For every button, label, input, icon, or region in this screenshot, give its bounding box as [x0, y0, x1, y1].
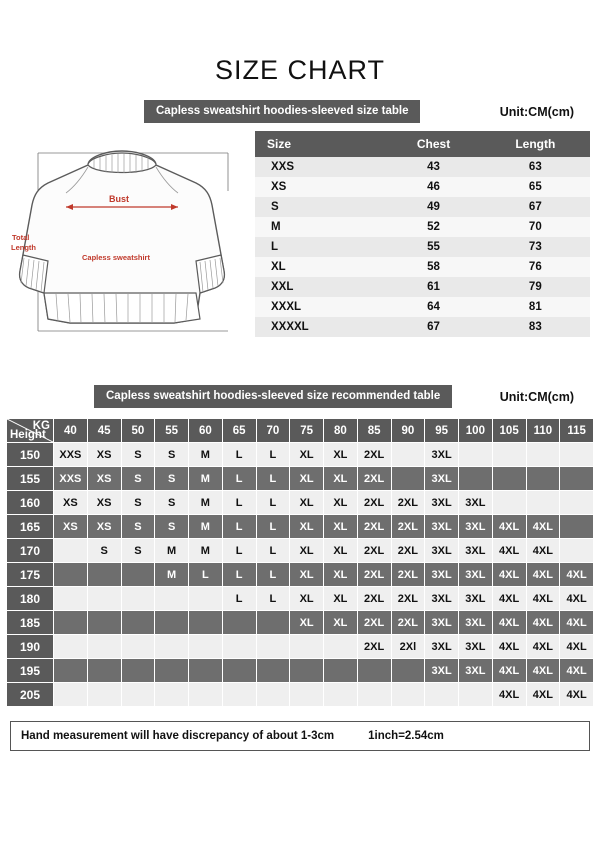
height-cell: 205 [7, 683, 54, 707]
size-cell: S [121, 515, 155, 539]
size-cell: XL [290, 587, 324, 611]
size-cell: 2XL [357, 611, 391, 635]
weight-col-header: 65 [222, 419, 256, 443]
size-cell [324, 683, 358, 707]
size-cell [222, 611, 256, 635]
size-cell [121, 563, 155, 587]
size-cell: 4XL [526, 659, 560, 683]
cell-size: XL [255, 257, 386, 277]
size-table-header-chest: Chest [386, 131, 480, 157]
size-cell: 3XL [459, 635, 493, 659]
size-cell [290, 683, 324, 707]
size-cell: 3XL [425, 611, 459, 635]
size-cell: 2Xl [391, 635, 425, 659]
page-title: SIZE CHART [214, 55, 386, 85]
size-cell [189, 587, 223, 611]
size-cell: XL [290, 443, 324, 467]
size-cell [87, 587, 121, 611]
weight-col-header: 100 [459, 419, 493, 443]
size-cell [155, 635, 189, 659]
size-cell: 4XL [492, 659, 526, 683]
measurement-note-box [10, 721, 590, 751]
size-cell [324, 635, 358, 659]
size-cell: 4XL [492, 683, 526, 707]
weight-col-header: 80 [324, 419, 358, 443]
size-cell: XL [290, 491, 324, 515]
size-cell: L [256, 443, 290, 467]
cell-size: M [255, 217, 386, 237]
table-row [255, 277, 590, 297]
size-cell: XS [87, 467, 121, 491]
cell-chest: 61 [386, 277, 480, 297]
size-cell [189, 611, 223, 635]
size-cell [87, 611, 121, 635]
cell-chest: 64 [386, 297, 480, 317]
weight-col-header: 90 [391, 419, 425, 443]
size-cell: XXS [54, 443, 88, 467]
cell-chest: 58 [386, 257, 480, 277]
size-cell: 4XL [560, 659, 594, 683]
total-length-label-line2: Length [11, 243, 36, 252]
size-cell: 3XL [459, 491, 493, 515]
table-row [7, 683, 594, 707]
height-cell: 160 [7, 491, 54, 515]
size-cell: S [87, 539, 121, 563]
size-cell [459, 467, 493, 491]
weight-col-header: 40 [54, 419, 88, 443]
size-cell [54, 587, 88, 611]
table-row [255, 317, 590, 337]
recommended-size-table [6, 418, 594, 707]
cell-chest: 43 [386, 157, 480, 177]
size-cell [526, 467, 560, 491]
size-cell: 4XL [492, 587, 526, 611]
weight-col-header: 105 [492, 419, 526, 443]
size-cell: 2XL [391, 539, 425, 563]
size-cell: S [155, 491, 189, 515]
axis-corner-cell [7, 419, 54, 443]
size-cell: 3XL [459, 515, 493, 539]
cell-size: XXXL [255, 297, 386, 317]
size-cell [391, 659, 425, 683]
size-cell: 4XL [526, 563, 560, 587]
size-cell: 3XL [425, 491, 459, 515]
size-cell: 3XL [425, 539, 459, 563]
table-row [7, 443, 594, 467]
weight-col-header: 60 [189, 419, 223, 443]
size-cell: XXS [54, 467, 88, 491]
table-row [7, 539, 594, 563]
cell-chest: 52 [386, 217, 480, 237]
weight-col-header: 75 [290, 419, 324, 443]
table-row [7, 659, 594, 683]
size-cell [425, 683, 459, 707]
cell-size: XXXXL [255, 317, 386, 337]
size-cell [492, 467, 526, 491]
weight-col-header: 70 [256, 419, 290, 443]
size-cell: XS [54, 515, 88, 539]
size-cell [222, 635, 256, 659]
size-cell [357, 683, 391, 707]
size-cell: XS [87, 443, 121, 467]
cell-chest: 55 [386, 237, 480, 257]
size-cell: 3XL [459, 659, 493, 683]
size-cell: S [155, 515, 189, 539]
size-cell [155, 587, 189, 611]
cell-size: L [255, 237, 386, 257]
size-cell [391, 683, 425, 707]
table-row [7, 587, 594, 611]
size-cell: XS [54, 491, 88, 515]
size-cell: XL [324, 515, 358, 539]
size-cell [324, 659, 358, 683]
size-cell: L [256, 515, 290, 539]
size-cell: 3XL [425, 467, 459, 491]
size-cell [54, 563, 88, 587]
cell-chest: 49 [386, 197, 480, 217]
size-cell: L [256, 491, 290, 515]
cell-length: 73 [481, 237, 590, 257]
weight-col-header: 45 [87, 419, 121, 443]
size-cell: 2XL [357, 491, 391, 515]
size-cell: 4XL [492, 635, 526, 659]
height-cell: 170 [7, 539, 54, 563]
height-cell: 150 [7, 443, 54, 467]
size-cell: 2XL [357, 467, 391, 491]
size-cell: 2XL [357, 515, 391, 539]
size-cell [357, 659, 391, 683]
size-cell: L [222, 443, 256, 467]
size-table-body [255, 157, 590, 337]
size-cell: 4XL [526, 635, 560, 659]
size-cell: XL [324, 611, 358, 635]
size-cell: 4XL [560, 635, 594, 659]
size-cell [560, 539, 594, 563]
size-cell: 2XL [391, 491, 425, 515]
size-cell: 4XL [492, 515, 526, 539]
cell-size: XXL [255, 277, 386, 297]
size-cell: 2XL [357, 539, 391, 563]
table-row [7, 467, 594, 491]
table-row [7, 491, 594, 515]
size-measurement-table [255, 131, 590, 337]
size-cell: 3XL [425, 587, 459, 611]
height-cell: 190 [7, 635, 54, 659]
size-cell: 3XL [425, 659, 459, 683]
size-cell: 2XL [391, 611, 425, 635]
size-cell: S [121, 443, 155, 467]
table-row [7, 611, 594, 635]
size-cell: S [121, 491, 155, 515]
size-cell [121, 635, 155, 659]
size-cell: L [222, 515, 256, 539]
table-row [7, 515, 594, 539]
table-row [255, 217, 590, 237]
size-cell [54, 635, 88, 659]
size-cell: L [222, 563, 256, 587]
size-cell: L [256, 563, 290, 587]
size-cell: 4XL [526, 539, 560, 563]
size-cell: 4XL [560, 587, 594, 611]
size-cell: L [222, 467, 256, 491]
top-unit-label: Unit:CM(cm) [499, 104, 574, 119]
size-table-header-length: Length [481, 131, 590, 157]
size-cell: M [189, 515, 223, 539]
size-cell: L [222, 587, 256, 611]
size-table-header-row [255, 131, 590, 157]
table-row [255, 237, 590, 257]
weight-col-header: 115 [560, 419, 594, 443]
cell-length: 65 [481, 177, 590, 197]
size-cell: XL [324, 491, 358, 515]
size-cell [189, 635, 223, 659]
size-cell: XS [87, 491, 121, 515]
table-row [255, 197, 590, 217]
size-cell: 2XL [357, 563, 391, 587]
size-cell: M [189, 467, 223, 491]
measurement-note-text: Hand measurement will have discrepancy of about 1-3cm [21, 730, 335, 742]
size-cell [54, 611, 88, 635]
cell-length: 63 [481, 157, 590, 177]
cell-length: 70 [481, 217, 590, 237]
size-cell: 4XL [526, 515, 560, 539]
size-cell: 2XL [357, 635, 391, 659]
size-cell: M [155, 563, 189, 587]
size-cell: 4XL [492, 539, 526, 563]
height-cell: 195 [7, 659, 54, 683]
size-cell: XL [324, 443, 358, 467]
inch-conversion-text: 1inch=2.54cm [368, 730, 444, 742]
size-cell: 3XL [459, 563, 493, 587]
size-cell: 3XL [425, 515, 459, 539]
size-cell: S [121, 539, 155, 563]
size-cell: XL [290, 515, 324, 539]
size-cell: XL [324, 563, 358, 587]
table-row [7, 635, 594, 659]
size-cell: 2XL [391, 587, 425, 611]
size-cell: 4XL [560, 611, 594, 635]
size-cell [121, 587, 155, 611]
size-cell [189, 659, 223, 683]
size-cell: 2XL [357, 443, 391, 467]
size-cell [526, 443, 560, 467]
cell-length: 81 [481, 297, 590, 317]
sweatshirt-diagram [10, 131, 250, 371]
weight-col-header: 55 [155, 419, 189, 443]
height-cell: 185 [7, 611, 54, 635]
size-cell: 2XL [357, 587, 391, 611]
size-cell [256, 635, 290, 659]
size-cell: L [256, 467, 290, 491]
size-cell: XL [324, 539, 358, 563]
size-cell [256, 683, 290, 707]
table-row [7, 563, 594, 587]
garment-name-label: Capless sweatshirt [82, 253, 150, 262]
size-cell [391, 467, 425, 491]
size-cell: L [222, 491, 256, 515]
size-cell: XL [290, 563, 324, 587]
size-cell [155, 683, 189, 707]
size-cell [459, 683, 493, 707]
size-cell [121, 683, 155, 707]
height-cell: 175 [7, 563, 54, 587]
bust-label: Bust [109, 194, 129, 204]
weight-col-header: 85 [357, 419, 391, 443]
size-cell [560, 467, 594, 491]
size-cell: 2XL [391, 563, 425, 587]
size-cell: XL [290, 467, 324, 491]
size-table-header-size: Size [255, 131, 386, 157]
size-cell: S [121, 467, 155, 491]
size-cell [526, 491, 560, 515]
cell-size: S [255, 197, 386, 217]
size-cell: L [222, 539, 256, 563]
size-cell: XL [324, 587, 358, 611]
size-cell [290, 635, 324, 659]
size-cell: 3XL [425, 563, 459, 587]
recommended-size-grid-wrap [0, 418, 600, 707]
size-cell [492, 443, 526, 467]
size-cell [87, 563, 121, 587]
recommended-table-body [7, 443, 594, 707]
total-length-label-line1: Total [12, 233, 30, 242]
cell-chest: 46 [386, 177, 480, 197]
size-cell [560, 443, 594, 467]
size-cell [54, 683, 88, 707]
table-row [255, 257, 590, 277]
table-row [255, 297, 590, 317]
size-cell: L [256, 539, 290, 563]
size-cell: L [256, 587, 290, 611]
cell-size: XS [255, 177, 386, 197]
size-cell: 3XL [425, 443, 459, 467]
size-cell [492, 491, 526, 515]
weight-col-header: 95 [425, 419, 459, 443]
size-cell: 3XL [425, 635, 459, 659]
size-cell [560, 515, 594, 539]
size-cell: M [189, 539, 223, 563]
cell-length: 83 [481, 317, 590, 337]
size-cell: 3XL [459, 611, 493, 635]
size-cell [87, 635, 121, 659]
size-cell [560, 491, 594, 515]
size-cell: L [189, 563, 223, 587]
weight-col-header: 50 [121, 419, 155, 443]
size-cell [87, 683, 121, 707]
height-cell: 165 [7, 515, 54, 539]
size-cell: XL [324, 467, 358, 491]
size-cell [391, 443, 425, 467]
size-cell [222, 659, 256, 683]
size-cell [155, 659, 189, 683]
size-cell: 4XL [492, 611, 526, 635]
top-banner-label: Capless sweatshirt hoodies-sleeved size table [144, 100, 420, 123]
table-row [255, 157, 590, 177]
recommended-header-row [7, 419, 594, 443]
table-row [255, 177, 590, 197]
cell-length: 67 [481, 197, 590, 217]
weight-col-header: 110 [526, 419, 560, 443]
size-cell: 4XL [492, 563, 526, 587]
size-cell: XS [87, 515, 121, 539]
size-cell [54, 539, 88, 563]
size-cell: 2XL [391, 515, 425, 539]
size-cell: M [155, 539, 189, 563]
size-cell [256, 611, 290, 635]
size-cell: M [189, 443, 223, 467]
height-cell: 180 [7, 587, 54, 611]
sweatshirt-illustration-svg [10, 131, 250, 371]
size-cell [290, 659, 324, 683]
size-cell [155, 611, 189, 635]
size-cell: 4XL [560, 563, 594, 587]
bottom-unit-label: Unit:CM(cm) [499, 389, 574, 404]
size-cell: 4XL [560, 683, 594, 707]
size-cell: S [155, 443, 189, 467]
cell-size: XXS [255, 157, 386, 177]
bottom-banner-label: Capless sweatshirt hoodies-sleeved size recommended table [94, 385, 452, 408]
size-cell [54, 659, 88, 683]
top-banner-row [0, 100, 600, 123]
size-cell [121, 611, 155, 635]
size-cell [87, 659, 121, 683]
size-cell: 4XL [526, 683, 560, 707]
size-cell [121, 659, 155, 683]
top-section [0, 131, 600, 371]
size-cell [222, 683, 256, 707]
size-cell: S [155, 467, 189, 491]
size-cell: 3XL [459, 539, 493, 563]
size-cell: XL [290, 539, 324, 563]
size-cell [459, 443, 493, 467]
size-cell: M [189, 491, 223, 515]
size-cell: 3XL [459, 587, 493, 611]
size-cell [256, 659, 290, 683]
cell-chest: 67 [386, 317, 480, 337]
cell-length: 79 [481, 277, 590, 297]
height-cell: 155 [7, 467, 54, 491]
size-cell: 4XL [526, 611, 560, 635]
axis-label-kg: KG [32, 420, 50, 432]
bottom-banner-row [0, 385, 600, 408]
axis-label-height: Height [10, 429, 46, 441]
size-cell: XL [290, 611, 324, 635]
size-cell: 4XL [526, 587, 560, 611]
size-cell [189, 683, 223, 707]
cell-length: 76 [481, 257, 590, 277]
